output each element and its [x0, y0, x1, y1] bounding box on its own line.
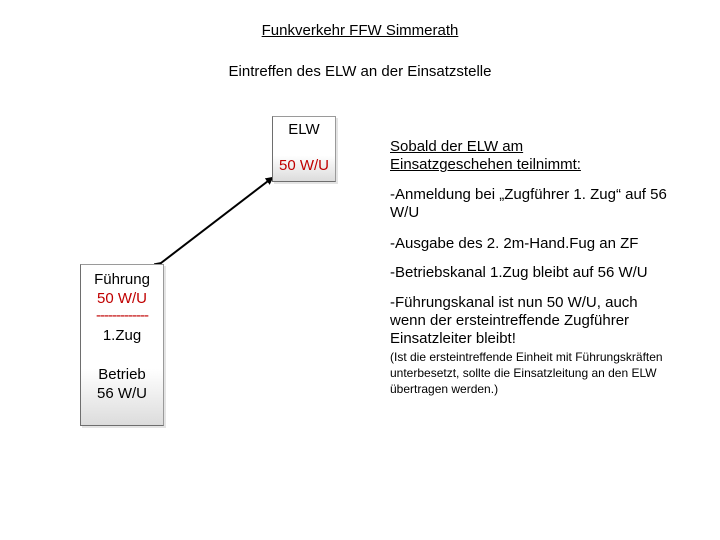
note-anmeldung: -Anmeldung bei „Zugführer 1. Zug“ auf 56 W/U	[390, 186, 667, 221]
double-arrow-line	[161, 178, 272, 263]
note-fuehrungskanal	[390, 294, 675, 348]
elw-name: ELW	[288, 121, 320, 138]
zug-fuehrung-label: Führung	[94, 271, 150, 288]
elw-channel: 50 W/U	[278, 157, 329, 174]
note-intro: Sobald der ELW am Einsatzgeschehen teilnimmt:	[390, 138, 581, 173]
page-title: Funkverkehr FFW Simmerath	[261, 22, 459, 39]
zug-separator: -------------	[96, 307, 148, 324]
zug-name: 1.Zug	[102, 327, 142, 344]
page-subtitle: Eintreffen des ELW an der Einsatzstelle	[228, 63, 492, 80]
zug-box	[80, 264, 164, 426]
elw-box	[272, 116, 336, 182]
note-hinweis: (Ist die ersteintreffende Einheit mit Führungskräften unterbesetzt, sollte die Einsatzleitung an den ELW übertragen werden.)	[390, 350, 663, 396]
zug-betrieb-channel: 56 W/U	[96, 385, 147, 402]
zug-fuehrung-channel: 50 W/U	[96, 290, 147, 307]
note-fuehrungskanal-main: -Führungskanal ist nun 50 W/U, auch wenn der ersteintreffende Zugführer Einsatzleiter bleibt!	[390, 294, 638, 347]
zug-betrieb-label: Betrieb	[98, 366, 146, 383]
note-ausgabe: -Ausgabe des 2. 2m-Hand.Fug an ZF	[390, 235, 639, 252]
note-betriebskanal: -Betriebskanal 1.Zug bleibt auf 56 W/U	[390, 264, 648, 281]
